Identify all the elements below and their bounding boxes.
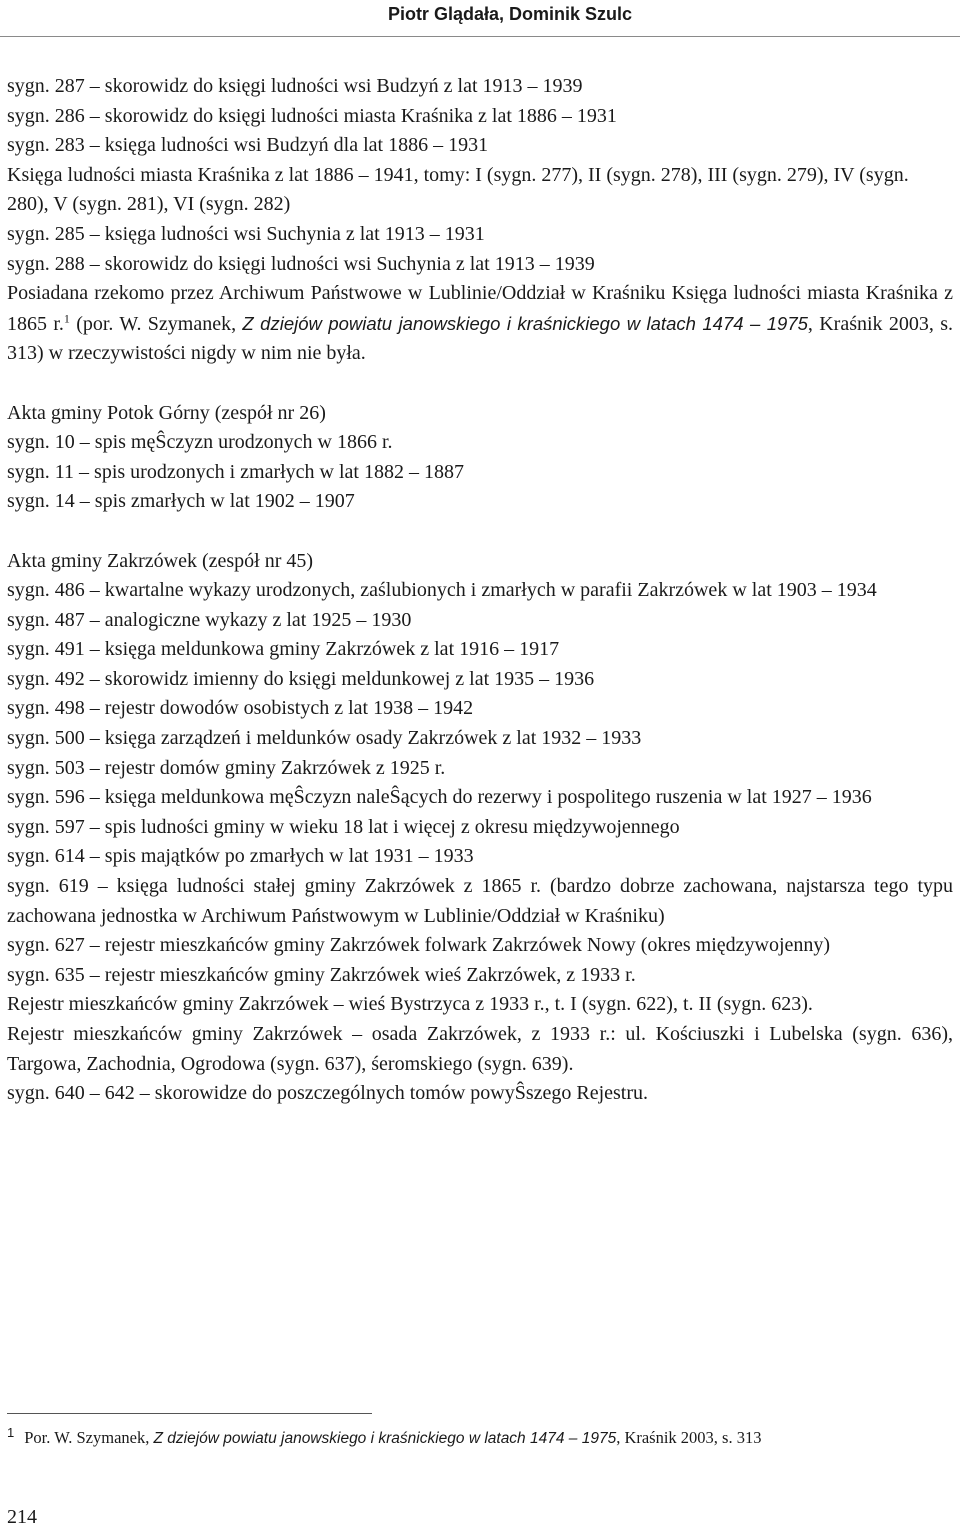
entry-line: sygn. 10 – spis męŜczyzn urodzonych w 1866 r.	[7, 431, 393, 454]
entry-line: sygn. 498 – rejestr dowodów osobistych z lat 1938 – 1942	[7, 697, 474, 720]
entry-line: sygn. 492 – skorowidz imienny do księgi meldunkowej z lat 1935 – 1936	[7, 667, 595, 690]
note-paragraph	[7, 279, 953, 369]
entry-line: sygn. 640 – 642 – skorowidze do poszczególnych tomów powyŜszego Rejestru.	[7, 1082, 649, 1105]
footnote-text: Por. W. Szymanek,	[24, 1428, 154, 1447]
entry-line: sygn. 487 – analogiczne wykazy z lat 1925 – 1930	[7, 608, 412, 631]
section-heading: Akta gminy Zakrzówek (zespół nr 45)	[7, 549, 314, 572]
entry-line: sygn. 14 – spis zmarłych w lat 1902 – 1907	[7, 490, 355, 513]
footnote-rule	[7, 1413, 372, 1414]
entry-line: sygn. 627 – rejestr mieszkańców gminy Zakrzówek folwark Zakrzówek Nowy (okres międzywojenny)	[7, 934, 831, 957]
entry-line: sygn. 596 – księga meldunkowa męŜczyzn naleŜących do rezerwy i pospolitego ruszenia w lat 1927 – 1936	[7, 786, 872, 809]
note-text: (por. W. Szymanek,	[69, 312, 243, 335]
footnote-number: 1	[7, 1424, 15, 1440]
note-text: Posiadana rzekomo przez Archiwum Państwowe w Lublinie/Oddział w Kraśniku Księga ludności miasta Kraśnika z 1865 r.	[7, 282, 953, 335]
section-break	[7, 517, 953, 547]
page-number: 214	[7, 1506, 37, 1528]
note-text: , Kraśnik 2003, s. 313) w rzeczywistości nigdy w nim nie była.	[7, 312, 953, 365]
entry-line: sygn. 11 – spis urodzonych i zmarłych w lat 1882 – 1887	[7, 460, 464, 483]
entry-line: sygn. 491 – księga meldunkowa gminy Zakrzówek z lat 1916 – 1917	[7, 638, 560, 661]
book-title: Z dziejów powiatu janowskiego i kraśnickiego w latach 1474 – 1975	[242, 312, 808, 334]
section-heading: Akta gminy Potok Górny (zespół nr 26)	[7, 401, 326, 424]
entry-line: sygn. 283 – księga ludności wsi Budzyń dla lat 1886 – 1931	[7, 134, 489, 157]
entry-line: sygn. 287 – skorowidz do księgi ludności wsi Budzyń z lat 1913 – 1939	[7, 75, 583, 97]
footnote	[7, 1424, 953, 1449]
entry-line: Rejestr mieszkańców gminy Zakrzówek – wieś Bystrzyca z 1933 r., t. I (sygn. 622), t. II (sygn. 623).	[7, 993, 813, 1016]
entry-line: sygn. 635 – rejestr mieszkańców gminy Zakrzówek wieś Zakrzówek, z 1933 r.	[7, 963, 636, 986]
entry-line: sygn. 288 – skorowidz do księgi ludności wsi Suchynia z lat 1913 – 1939	[7, 252, 595, 275]
entry-line: sygn. 503 – rejestr domów gminy Zakrzówek z 1925 r.	[7, 756, 446, 779]
running-head: Piotr Glądała, Dominik Szulc	[387, 4, 632, 24]
entry-line: sygn. 597 – spis ludności gminy w wieku 18 lat i więcej z okresu międzywojennego	[7, 815, 680, 838]
entry-line: sygn. 285 – księga ludności wsi Suchynia z lat 1913 – 1931	[7, 222, 485, 245]
header-rule	[0, 36, 960, 37]
entry-line: sygn. 619 – księga ludności stałej gminy Zakrzówek z 1865 r. (bardzo dobrze zachowana, najstarsza tego typu zachowana jednostka w Archiwum Państwowym w Lublinie/Oddział w Kraśniku)	[7, 875, 953, 927]
entry-line: sygn. 486 – kwartalne wykazy urodzonych, zaślubionych i zmarłych w parafii Zakrzówek w lat 1903 – 1934	[7, 579, 877, 602]
footnote-ref: 1	[63, 311, 70, 326]
entry-line: Księga ludności miasta Kraśnika z lat 1886 – 1941, tomy: I (sygn. 277), II (sygn. 278), III (sygn. 279), IV (sygn. 280), V (sygn. 281), VI (sygn. 282)	[7, 163, 909, 216]
entry-line: sygn. 286 – skorowidz do księgi ludności miasta Kraśnika z lat 1886 – 1931	[7, 104, 617, 127]
section-break	[7, 369, 953, 399]
footnote-book-title: Z dziejów powiatu janowskiego i kraśnickiego w latach 1474 – 1975	[153, 1430, 617, 1447]
page-body	[7, 72, 953, 1109]
entry-line: sygn. 500 – księga zarządzeń i meldunków osady Zakrzówek z lat 1932 – 1933	[7, 727, 642, 750]
entry-line: sygn. 614 – spis majątków po zmarłych w lat 1931 – 1933	[7, 845, 474, 868]
footnote-text: , Kraśnik 2003, s. 313	[616, 1428, 762, 1447]
entry-line: Rejestr mieszkańców gminy Zakrzówek – osada Zakrzówek, z 1933 r.: ul. Kościuszki i Lubelska (sygn. 636), Targowa, Zachodnia, Ogrodowa (sygn. 637), śeromskiego (sygn. 639).	[7, 1023, 953, 1075]
